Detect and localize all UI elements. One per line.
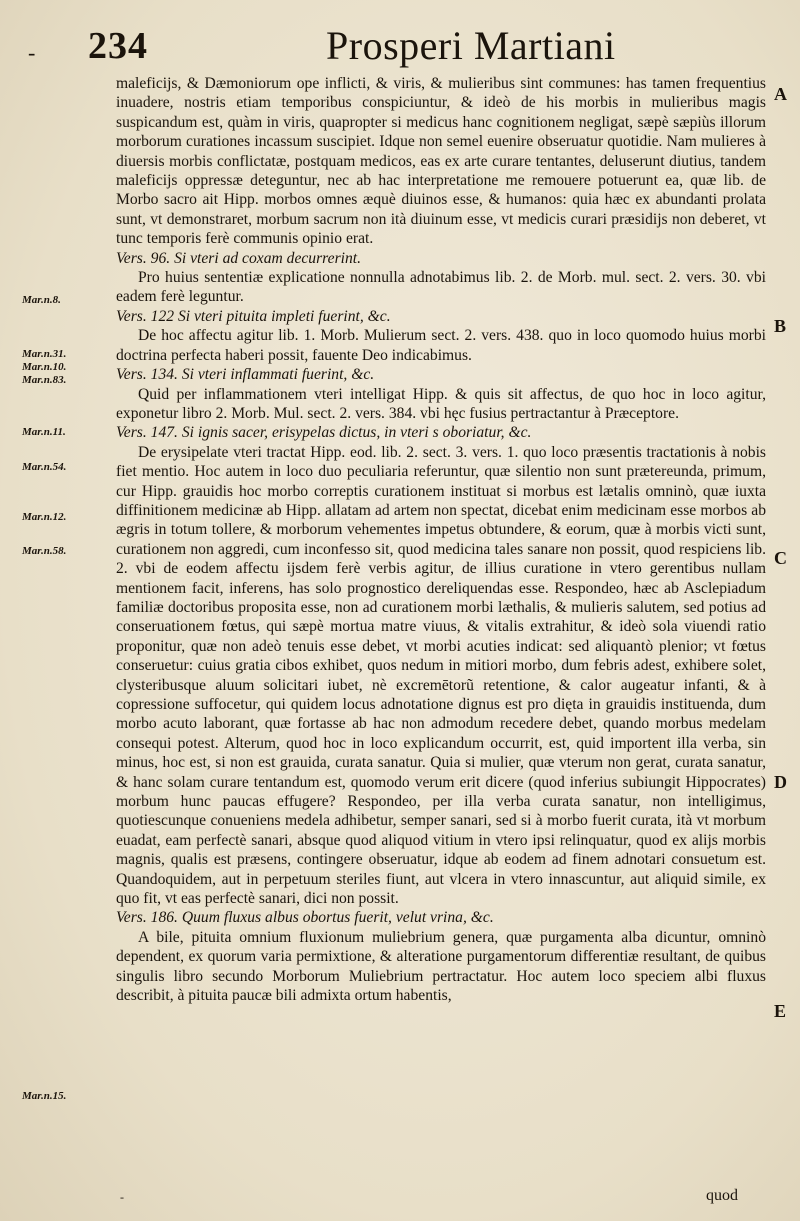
margin-ref: Mar.n.15.	[22, 1090, 67, 1102]
bottom-mark: -	[120, 1190, 124, 1204]
main-text	[116, 74, 766, 1006]
verse-text: Si vteri inflammati fuerint, &c.	[181, 366, 375, 384]
verse-line	[116, 365, 766, 384]
paragraph: maleficijs, & Dæmoniorum ope inflicti, & viris, & mulieribus sint communes: has tamen frequentius inuadere, nostris etiam temporibus conspiciuntur, & ideò de his morbis in mulieribus magis suspicandum est, quàm in viris, quapropter si medicus hanc cognitionem negligat, sæpè sæpiùs illorum morborum curationes incassum suscipiet. Idque non semel euenire obseruatur quotidie. Nam mulieres à diuersis morbis conflictatæ, postquam medicos, eas ex arte curare tentantes, deluserunt diutius, tandem maleficijs oppressæ deteguntur, nec ab hac interpretatione me remouere potuerunt ea, quæ lib. de Morbo sacro ait Hipp. morbos omnes æquè diuinos esse, & humanos: quia hæc ex abundanti prolata sunt, vt demonstraret, morbum sacrum non ità diuinum esse, vt medicis curari præsidijs non deberet, vt tunc temporis ferè communis opinio erat.	[116, 75, 766, 248]
margin-letter: C	[774, 548, 787, 568]
margin-letter: D	[774, 772, 787, 792]
margin-ref: Mar.n.83.	[22, 374, 67, 386]
verse-text: Si vteri ad coxam decurrerint.	[174, 249, 361, 267]
paragraph: Quid per inflammationem vteri intelligat Hipp. & quis sit affectus, de quo hoc in loco agitur, exponetur libro 2. Morb. Mul. sect. 2. vers. 384. vbi hęc fusius pertractantur à Præceptore.	[116, 385, 766, 422]
margin-ref: Mar.n.31.	[22, 348, 67, 360]
margin-letter: B	[774, 316, 787, 336]
verse-line	[116, 249, 766, 268]
verse-text: Si ignis sacer, erisypelas dictus, in vteri s oboriatur, &c.	[181, 424, 532, 442]
verse-text: Quum fluxus albus obortus fuerit, velut vrina, &c.	[181, 909, 494, 927]
margin-ref: Mar.n.12.	[22, 511, 67, 523]
verse-label: Vers. 122	[116, 307, 175, 325]
verse-line	[116, 307, 766, 326]
paragraph: De erysipelate vteri tractat Hipp. eod. lib. 2. sect. 3. vers. 1. quo loco præsentis tractationis à nobis fiet mentio. Hoc autem in loco duo peculiaria referuntur, quæ silentio non sunt prætereunda, primum, cur Hipp. grauidis hoc morbo correptis curationem instituat si morbus est lætalis omninò, quæ iuxta diffinitionem medicinæ ab Hipp. allatam ad artem non spectat, dicebat enim medicinam esse morbos ab ægris in totum tollere, & morborum vehementes impetus obtundere, & eorum, quæ à morbis victi sunt, curationem non aggredi, cum inconfesso sit, quod medicina tales sanare non possit, quod respiciens lib. 2. vbi de eodem affectu ijsdem ferè verbis agitur, de illius curatione in vtero gerentibus nullam mentionem facit, inferens, has solo prognostico dereliquendas esse. Respondeo, hæc ab Asclepiadum familiæ doctoribus proposita esse, non ad curationem morbi læthalis, & mulieris salutem, sed potius ad conseruationem fœtus, qui sæpè mortua matre viuus, & vitalis extrahitur, & ideò sola viuendi ratio proponitur, quæ non adeò tenuis esse debet, vt morbi acuties indicat: sed aliquantò plenior; vt fœtus conseruetur: cuius gratia cibos exhibet, quos nedum in mitiori morbo, dum febris adest, exhibere solet, clysteribusque aluum solicitari iubet, nè excremētorũ retentione, & calor augeatur infanti, & à copressione suffocetur, qui quidem locus adnotatione dignus est pro dięta in grauidis instituenda, dum morbo acuto laborant, quæ fortasse ab hac non admodum recedere debet, quando morbus medelam consequi potest. Alterum, quod hoc in loco explicandum occurrit, est, quid importent illa verba, sin minus, hoc est, si non est grauida, curata sanatur. Quia si mulier, quæ vterum non gerat, curata sanatur, & hanc solam curare tentandum est, quomodo verum erit dicere (quod inferius subiungit Hippocrates) morbum hunc paucas effugere? Respondeo, per illa verba curata sanatur, non intelligimus, quotiescunque conueniens medela adhibetur, semper sanari, sed si à morbo fuerit curata, ità vt morbum euadat, eam perfectè sanari, absque quod aliquod vitium in vtero ipsi relinquatur, quod ex alijs morbis magnis, qualis est præsens, contingere obseruatur, idque ab eodem ad finem adnotari consuetum est. Quandoquidem, aut in perpetuum steriles fiunt, aut vlcera in vtero innascuntur, aut aliquid simile, ex quo fit, vt eas perfectè sanari, dici non possit.	[116, 443, 766, 908]
running-head: Prosperi Martiani	[326, 23, 616, 68]
margin-ref: Mar.n.54.	[22, 461, 67, 473]
paragraph: A bile, pituita omnium fluxionum muliebrium genera, quæ purgamenta alba dicuntur, omninò dependent, ex quorum varia permixtione, & alteratione purgamentorum differentiæ resultant, de quibus singulis libro secundo Morborum Muliebrium pertractatur. Hoc autem loco speciem albi fluxus describit, à pituita paucæ bili admixta ortum habentis,	[116, 928, 766, 1005]
page-number: 234	[88, 25, 148, 67]
catchword: quod	[706, 1187, 738, 1204]
verse-label: Vers. 147.	[116, 424, 178, 442]
paragraph: Pro huius sententiæ explicatione nonnulla adnotabimus lib. 2. de Morb. mul. sect. 2. vers. 30. vbi eadem ferè leguntur.	[116, 269, 766, 306]
verse-text: Si vteri pituita impleti fuerint, &c.	[177, 307, 391, 325]
header-dash: -	[28, 40, 36, 65]
verse-line	[116, 908, 766, 927]
margin-ref: Mar.n.11.	[22, 426, 66, 438]
paragraph: De hoc affectu agitur lib. 1. Morb. Mulierum sect. 2. vers. 438. quo in loco quomodo huius morbi doctrina perfecta haberi possit, fauente Deo indicabimus.	[116, 327, 766, 364]
verse-label: Vers. 134.	[116, 366, 178, 384]
margin-ref: Mar.n.10.	[22, 361, 67, 373]
margin-ref: Mar.n.58.	[22, 545, 67, 557]
margin-letter: A	[774, 84, 787, 104]
verse-label: Vers. 96.	[116, 249, 171, 267]
verse-line	[116, 423, 766, 442]
verse-label: Vers. 186.	[116, 909, 178, 927]
margin-ref: Mar.n.8.	[22, 294, 61, 306]
margin-letter: E	[774, 1001, 787, 1021]
